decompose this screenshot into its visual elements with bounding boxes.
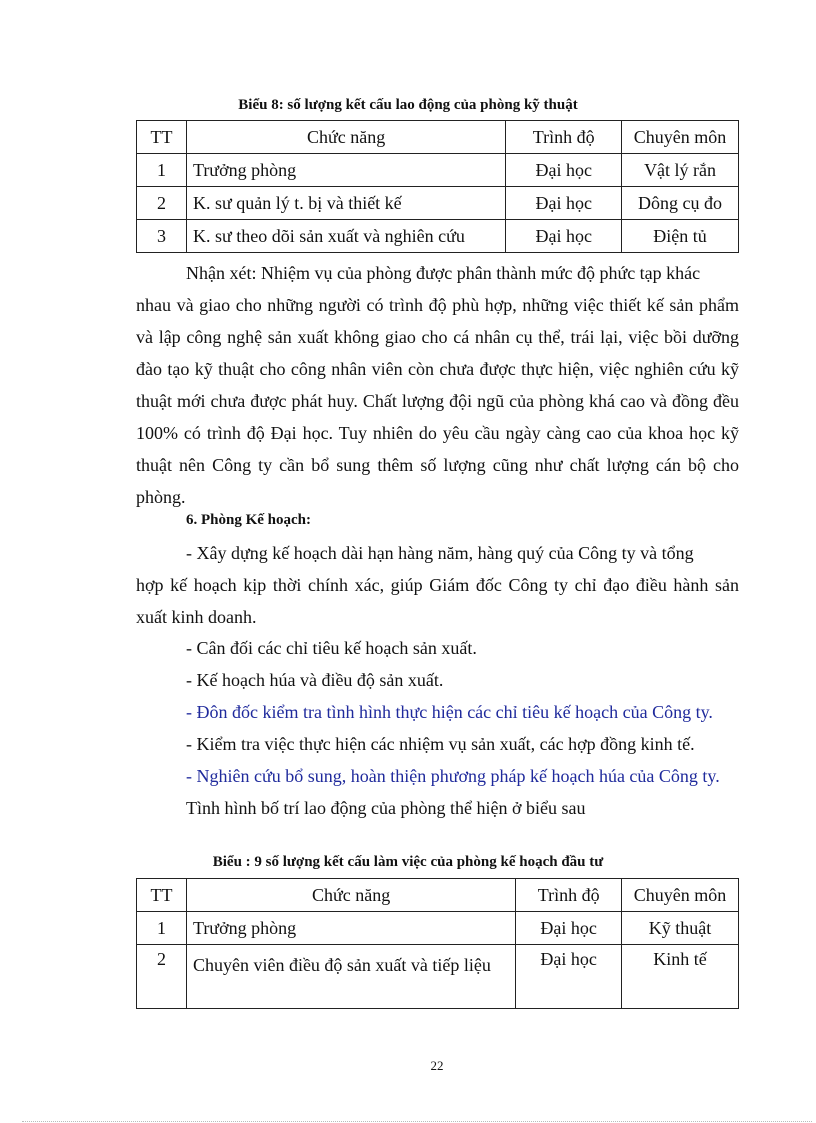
header-function: Chức năng: [186, 121, 505, 154]
cell-tt: 3: [137, 220, 187, 253]
header-function: Chức năng: [186, 879, 515, 912]
table-header-row: [137, 879, 739, 912]
table-row: [137, 912, 739, 945]
section-heading-planning: 6. Phòng Kế hoạch:: [186, 512, 312, 528]
table-row: [137, 945, 739, 1009]
cell-level: Đại học: [516, 912, 622, 945]
cell-specialty: Vật lý rắn: [622, 154, 739, 187]
labor-structure-table-technical: [136, 120, 739, 253]
table2-caption: Biểu : 9 số lượng kết cấu làm việc của phòng kế hoạch đầu tư: [212, 854, 604, 870]
cell-level: Đại học: [506, 187, 622, 220]
bullet-planning-scheduling: - Kế hoạch húa và điều độ sản xuất.: [186, 670, 444, 690]
remark-first-line-text: Nhận xét: Nhiệm vụ của phòng được phân thành mức độ phức tạp khác: [186, 263, 701, 283]
remark-first-line: [136, 257, 739, 289]
cell-function: Trưởng phòng: [186, 912, 515, 945]
page-number: 22: [430, 1058, 444, 1073]
bullet-monitor-targets: - Đôn đốc kiểm tra tình hình thực hiện các chỉ tiêu kế hoạch của Công ty.: [186, 702, 713, 722]
header-level: Trình độ: [516, 879, 622, 912]
page-bottom-rule: [22, 1121, 812, 1122]
cell-function: Trưởng phòng: [186, 154, 505, 187]
table-header-row: [137, 121, 739, 154]
table1-caption: Biểu 8: số lượng kết cấu lao động của phòng kỹ thuật: [238, 97, 578, 113]
cell-specialty: Kỹ thuật: [622, 912, 739, 945]
cell-function: Chuyên viên điều độ sản xuất và tiếp liệu: [186, 945, 515, 1009]
remark-paragraph: [136, 257, 739, 513]
bullet-research-methods: - Nghiên cứu bổ sung, hoàn thiện phương pháp kế hoạch húa của Công ty.: [186, 766, 720, 786]
bullet1-first-line: [136, 537, 739, 569]
header-tt: TT: [137, 879, 187, 912]
cell-specialty: Dông cụ đo: [622, 187, 739, 220]
cell-tt: 1: [137, 154, 187, 187]
bullet-check-contracts: - Kiểm tra việc thực hiện các nhiệm vụ sản xuất, các hợp đồng kinh tế.: [186, 734, 695, 754]
cell-level: Đại học: [506, 220, 622, 253]
cell-tt: 2: [137, 187, 187, 220]
summary-sentence: Tình hình bố trí lao động của phòng thể hiện ở biểu sau: [186, 798, 586, 818]
cell-tt: 2: [137, 945, 187, 1009]
bullet1-first-text: - Xây dựng kế hoạch dài hạn hàng năm, hàng quý của Công ty và tổng: [186, 543, 694, 563]
bullet-long-term-planning: [136, 537, 739, 633]
bullet1-rest: hợp kế hoạch kịp thời chính xác, giúp Giám đốc Công ty chỉ đạo điều hành sản xuất kinh doanh.: [136, 575, 739, 627]
header-specialty: Chuyên môn: [622, 879, 739, 912]
table-row: [137, 154, 739, 187]
cell-tt: 1: [137, 912, 187, 945]
labor-structure-table-planning: [136, 878, 739, 1009]
header-tt: TT: [137, 121, 187, 154]
bullet-balance-targets: - Cân đối các chỉ tiêu kế hoạch sản xuất.: [186, 638, 477, 658]
remark-body: nhau và giao cho những người có trình độ phù hợp, những việc thiết kế sản phẩm và lập công nghệ sản xuất không giao cho cá nhân cụ thể, trái lại, việc bồi dưỡng đào tạo kỹ thuật cho công nhân viên còn chưa được thực hiện, việc nghiên cứu kỹ thuật mới chưa được phát huy. Chất lượng đội ngũ của phòng khá cao và đồng đều 100% có trình độ Đại học. Tuy nhiên do yêu cầu ngày càng cao của khoa học kỹ thuật nên Công ty cần bổ sung thêm số lượng cũng như chất lượng cán bộ cho phòng.: [136, 295, 739, 507]
cell-level: Đại học: [516, 945, 622, 1009]
cell-specialty: Điện tủ: [622, 220, 739, 253]
cell-function: K. sư theo dõi sản xuất và nghiên cứu: [186, 220, 505, 253]
cell-level: Đại học: [506, 154, 622, 187]
table-row: [137, 220, 739, 253]
header-level: Trình độ: [506, 121, 622, 154]
header-specialty: Chuyên môn: [622, 121, 739, 154]
cell-specialty: Kinh tế: [622, 945, 739, 1009]
table-row: [137, 187, 739, 220]
cell-function: K. sư quản lý t. bị và thiết kế: [186, 187, 505, 220]
